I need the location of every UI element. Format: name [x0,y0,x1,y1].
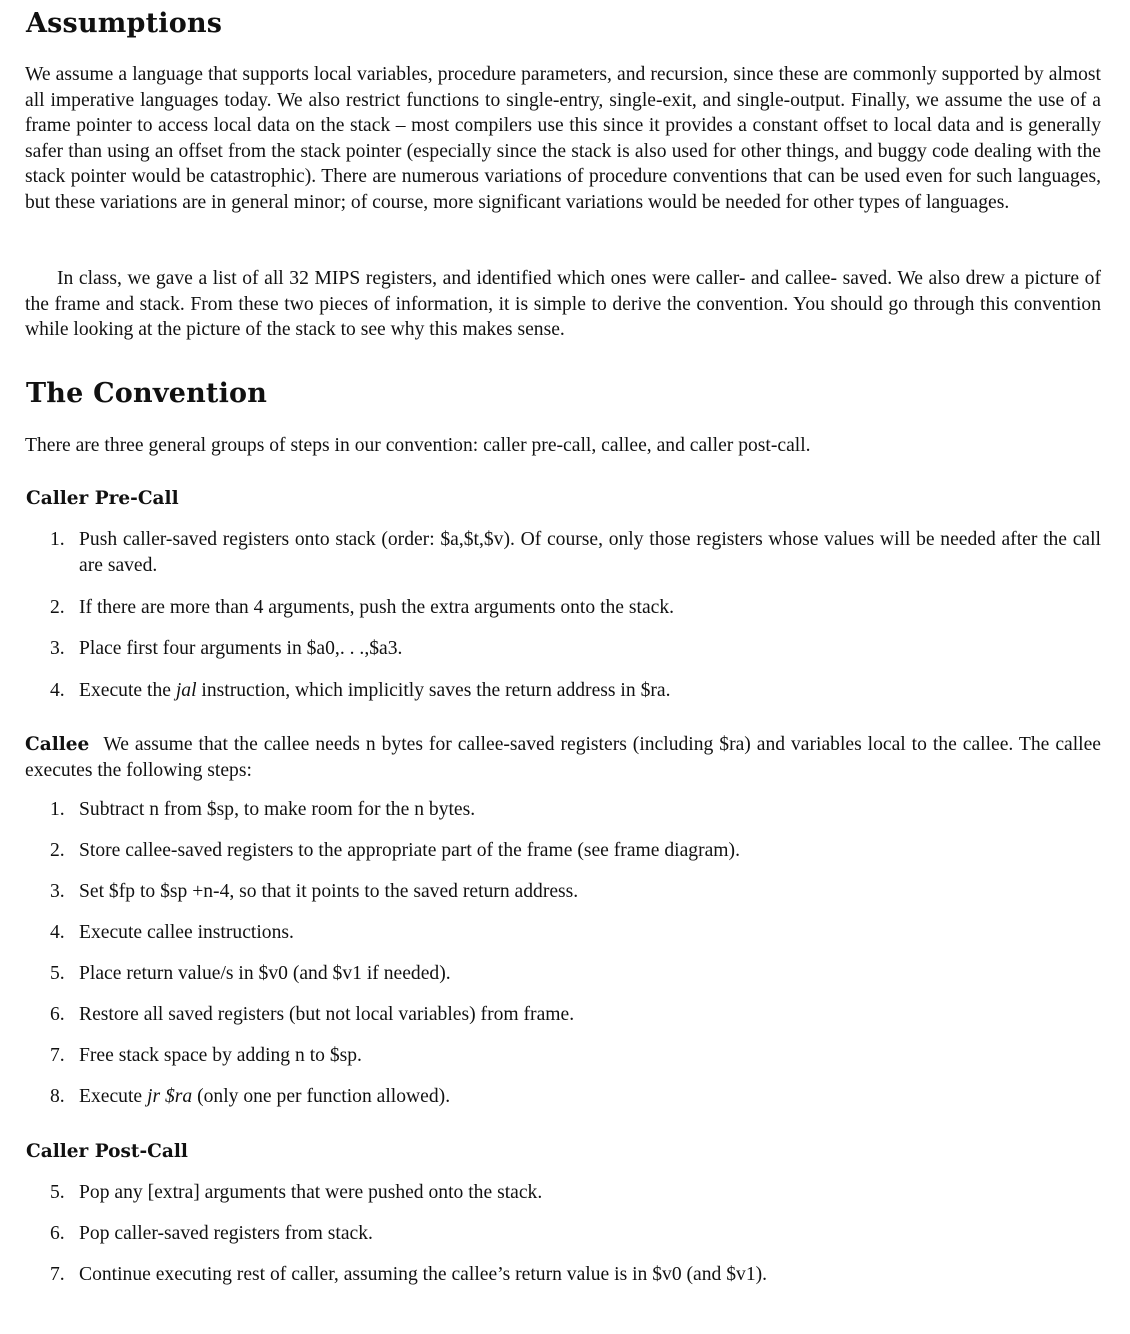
caller-post-call-heading: Caller Post-Call [26,1141,188,1162]
list-item-number: 2. [50,840,65,861]
list-item-text-pre: Execute the [79,680,176,701]
list-item-text: Place first four arguments in $a0,. . .,$a3. [79,638,403,659]
list-item [25,961,1101,987]
assumptions-paragraph-2: In class, we gave a list of all 32 MIPS registers, and identified which ones were caller- and callee- saved. We also drew a picture of the frame and stack. From these two pieces of information, it is simple to derive the convention. You should go through this convention while looking at the picture of the stack to see why this makes sense. [25,268,1101,340]
list-item [25,636,1101,662]
convention-intro: There are three general groups of steps in our convention: caller pre-call, callee, and caller post-call. [25,435,811,456]
list-item-number: 2. [50,597,65,618]
list-item-text: Pop any [extra] arguments that were pushed onto the stack. [79,1182,543,1203]
list-item-text: Restore all saved registers (but not local variables) from frame. [79,1004,575,1025]
jr-ra-instruction: jr $ra [147,1086,193,1107]
list-item [25,527,1101,578]
list-item [25,1084,1101,1110]
list-item-number: 3. [50,881,65,902]
list-item [25,595,1101,621]
list-item-number: 7. [50,1264,65,1285]
caller-pre-call-list [25,527,1101,717]
callee-list [25,797,1101,1117]
list-item-text: Pop caller-saved registers from stack. [79,1223,373,1244]
list-item-text: Free stack space by adding n to $sp. [79,1045,362,1066]
list-item-text: Continue executing rest of caller, assuming the callee’s return value is in $v0 (and $v1). [79,1264,768,1285]
list-item-number: 7. [50,1045,65,1066]
list-item [25,838,1101,864]
list-item [25,1002,1101,1028]
list-item-number: 3. [50,638,65,659]
list-item [25,797,1101,823]
list-item-text-pre: Execute [79,1086,147,1107]
list-item-number: 5. [50,1182,65,1203]
list-item-text: Subtract n from $sp, to make room for the n bytes. [79,799,476,820]
list-item-text: Store callee-saved registers to the appropriate part of the frame (see frame diagram). [79,840,740,861]
list-item-text [79,1084,1101,1110]
list-item-number: 1. [50,529,65,550]
list-item [25,1180,1101,1206]
jal-instruction: jal [175,680,197,701]
caller-pre-call-heading: Caller Pre-Call [26,488,179,509]
list-item-number: 8. [50,1086,65,1107]
assumptions-heading: Assumptions [26,8,223,39]
callee-intro [25,732,1101,783]
list-item-text: If there are more than 4 arguments, push the extra arguments onto the stack. [79,597,675,618]
caller-post-call-list [25,1180,1101,1290]
list-item [25,1043,1101,1069]
list-item-number: 1. [50,799,65,820]
list-item-text [79,678,1101,704]
callee-heading: Callee [25,734,90,755]
list-item [25,920,1101,946]
list-item-number: 4. [50,922,65,943]
list-item-number: 4. [50,680,65,701]
list-item [25,879,1101,905]
callee-intro-text: We assume that the callee needs n bytes for callee-saved registers (including $ra) and variables local to the callee. The callee executes the following steps: [25,734,1101,781]
assumptions-paragraph-1: We assume a language that supports local variables, procedure parameters, and recursion, since these are commonly supported by almost all imperative languages today. We also restrict functions to single-entry, single-exit, and single-output. Finally, we assume the use of a frame pointer to access local data on the stack – most compilers use this since it provides a constant offset to local data and is generally safer than using an offset from the stack pointer (especially since the stack is also used for other things, and buggy code dealing with the stack pointer would be catastrophic). There are numerous variations of procedure conventions that can be used even for such languages, but these variations are in general minor; of course, more significant variations would be needed for other types of languages. [25,64,1101,213]
list-item-number: 6. [50,1223,65,1244]
list-item-text: Execute callee instructions. [79,922,294,943]
list-item [25,1221,1101,1247]
list-item-text-post: instruction, which implicitly saves the return address in $ra. [196,680,671,701]
list-item-number: 5. [50,963,65,984]
list-item-text: Place return value/s in $v0 (and $v1 if needed). [79,963,451,984]
list-item-number: 6. [50,1004,65,1025]
convention-heading: The Convention [26,378,268,409]
list-item-text: Set $fp to $sp +n-4, so that it points to the saved return address. [79,881,579,902]
list-item [25,1262,1101,1288]
list-item [25,678,1101,704]
list-item-text-post: (only one per function allowed). [192,1086,451,1107]
list-item-text: Push caller-saved registers onto stack (order: $a,$t,$v). Of course, only those registers whose values will be needed after the call are saved. [79,529,1101,576]
